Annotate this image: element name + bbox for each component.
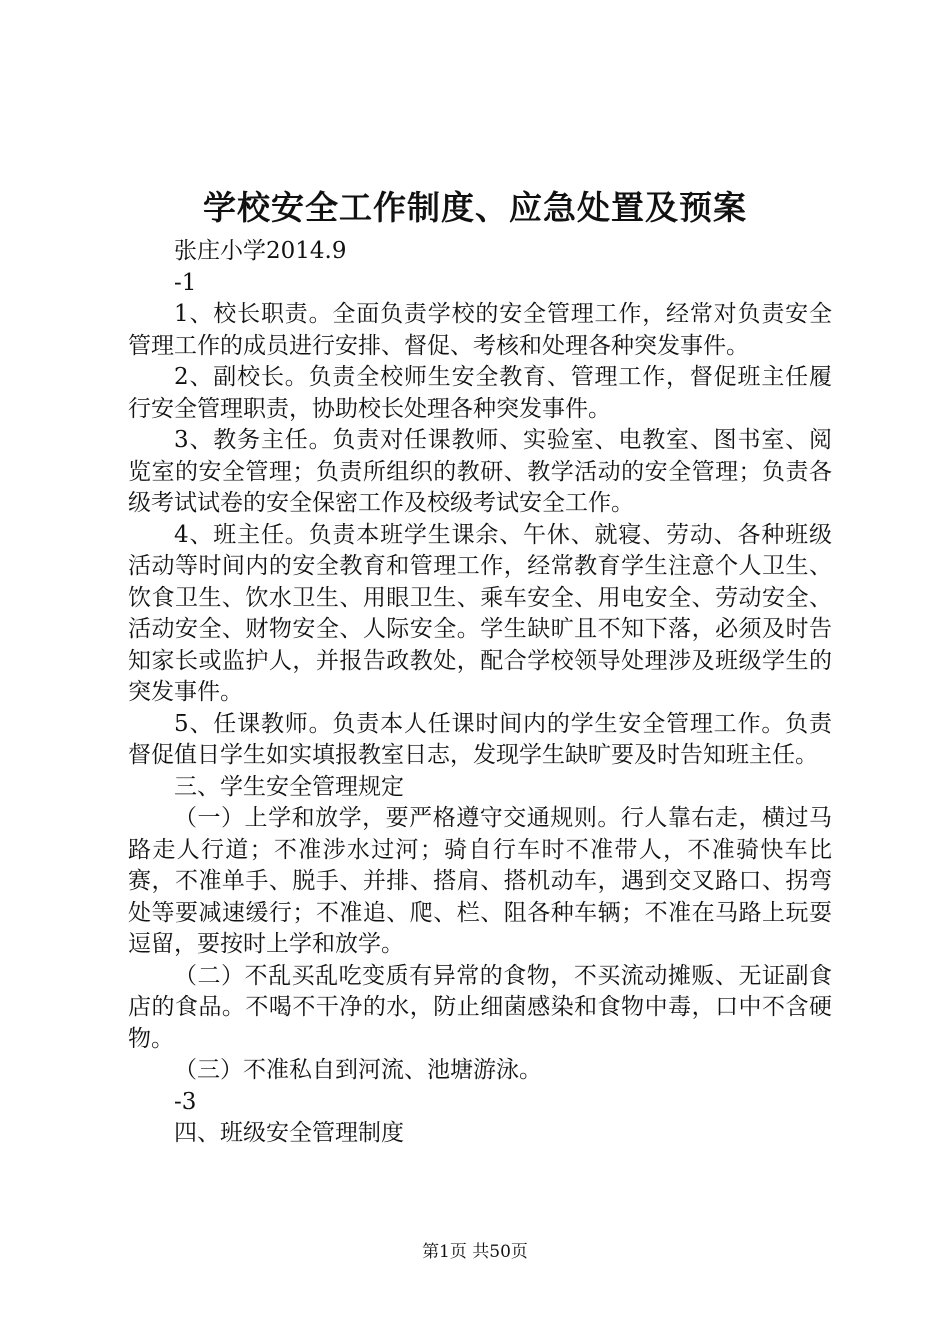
paragraph-vice-principal-duty: 2、副校长。负责全校师生安全教育、管理工作，督促班主任履行安全管理职责，协助校长处理各种突发事件。 bbox=[128, 364, 832, 422]
document-title: 学校安全工作制度、应急处置及预案 bbox=[203, 188, 747, 227]
paragraph-rule-swimming: （三）不准私自到河流、池塘游泳。 bbox=[174, 1057, 542, 1083]
page-number-footer: 第1页 共50页 bbox=[422, 1242, 528, 1262]
section-heading-student-safety: 三、学生安全管理规定 bbox=[174, 773, 404, 800]
section-heading-class-safety: 四、班级安全管理制度 bbox=[174, 1120, 404, 1146]
paragraph-rule-commute: （一）上学和放学，要严格遵守交通规则。行人靠右走，横过马路走人行道；不准涉水过河；骑自行车时不准带人，不准骑快车比赛，不准单手、脱手、并排、搭肩、搭机动车，遇到交叉路口、拐弯处等要减速缓行；不准追、爬、栏、阻各种车辆；不准在马路上玩耍逗留，要按时上学和放学。 bbox=[128, 805, 832, 957]
paragraph-page-marker-1: -1 bbox=[174, 269, 197, 296]
paragraph-academic-director-duty: 3、教务主任。负责对任课教师、实验室、电教室、图书室、阅览室的安全管理；负责所组织的教研、教学活动的安全管理；负责各级考试试卷的安全保密工作及校级考试安全工作。 bbox=[128, 427, 832, 516]
paragraph-principal-duty: 1、校长职责。全面负责学校的安全管理工作，经常对负责安全管理工作的成员进行安排、督促、考核和处理各种突发事件。 bbox=[128, 301, 832, 359]
paragraph-rule-food: （二）不乱买乱吃变质有异常的食物，不买流动摊贩、无证副食店的食品。不喝不干净的水，防止细菌感染和食物中毒，口中不含硬物。 bbox=[128, 962, 832, 1052]
paragraph-class-teacher-duty: 4、班主任。负责本班学生课余、午休、就寝、劳动、各种班级活动等时间内的安全教育和管理工作，经常教育学生注意个人卫生、饮食卫生、饮水卫生、用眼卫生、乘车安全、用电安全、劳动安全、活动安全、财物安全、人际安全。学生缺旷且不知下落，必须及时告知家长或监护人，并报告政教处，配合学校领导处理涉及班级学生的突发事件。 bbox=[128, 521, 832, 705]
paragraph-subject-teacher-duty: 5、任课教师。负责本人任课时间内的学生安全管理工作。负责督促值日学生如实填报教室日志，发现学生缺旷要及时告知班主任。 bbox=[128, 710, 832, 768]
paragraph-page-marker-3: -3 bbox=[174, 1088, 197, 1115]
paragraph-author-date: 张庄小学2014.9 bbox=[174, 238, 347, 264]
document-body bbox=[128, 236, 832, 1150]
